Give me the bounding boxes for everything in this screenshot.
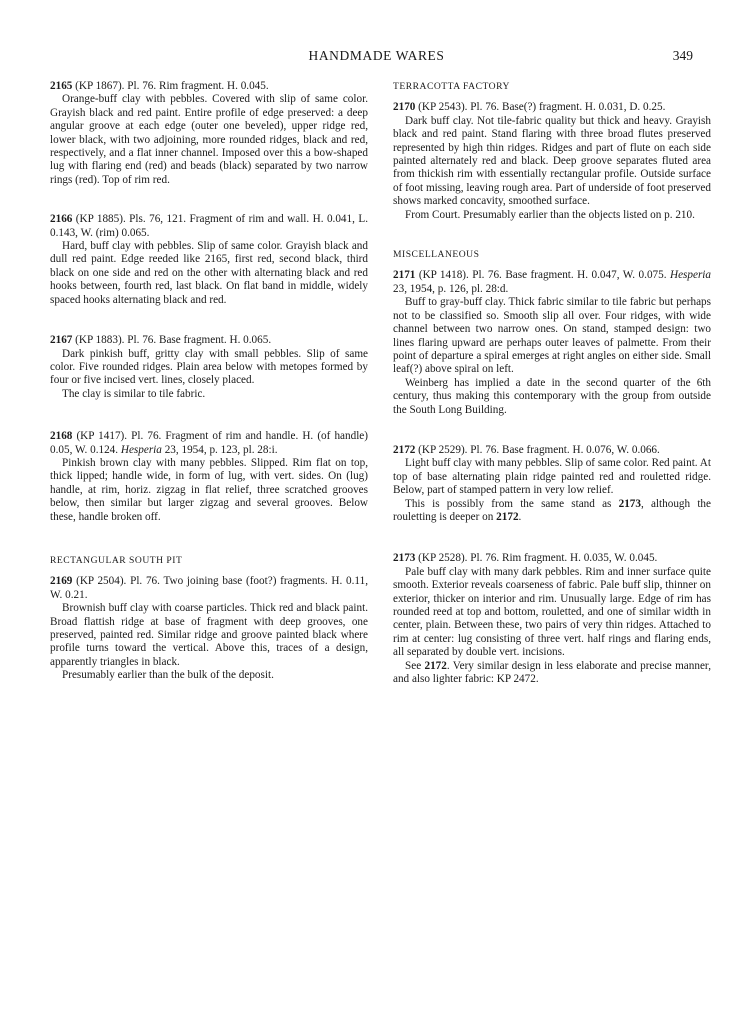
cross-reference: 2172 [496,510,519,523]
entry-number: 2173 [393,552,416,565]
entry-heading: (KP 2528). Pl. 76. Rim fragment. H. 0.035, W. 0.045. [415,552,658,565]
entry-note: Presumably earlier than the bulk of the deposit. [62,669,274,682]
entry-description: Dark buff clay. Not tile-fabric quality but thick and heavy. Grayish black and red paint. Stand flaring with three broad flutes preserved represented by high thin ridges. Ridges and part of flute on each side painted alternately red and black. Deep groove separates fluted area from thickish rim with essentially rectangular profile. Outside surface of foot missing, leaving rough area. Part of underside of foot preserved shows marked concavity, smoothed surface. [393,114,711,208]
entry-description: Light buff clay with many pebbles. Slip of same color. Red paint. At top of base alternating plain ridge painted red and rouletted ridge. Below, part of stamped pattern in very low relief. [393,457,711,497]
page-header [0,48,753,70]
catalog-entry-2167 [50,334,368,401]
journal-title: Hesperia [120,443,162,456]
catalog-entry-2169 [50,575,368,682]
left-column [50,80,368,683]
catalog-entry-2173 [393,552,711,686]
entry-reference: 23, 1954, p. 123, pl. 28:i. [161,443,278,456]
entry-heading: (KP 2504). Pl. 76. Two joining base (foot?) fragments. H. 0.11, W. 0.21. [50,575,368,601]
entry-description: Buff to gray-buff clay. Thick fabric similar to tile fabric but perhaps not to be classified so. Smooth slip all over. Four ridges, with wide channel between two narrow ones. On stand, stamped design: two lines flaring upward are perhaps outer leaves of palmette. From their point of departure a spiral emerges at right angles on either side. Small leaf(?) above spiral on left. [393,296,711,376]
page-number: 349 [672,48,693,63]
catalog-entry-2170 [393,101,711,222]
entry-number: 2171 [393,269,416,282]
catalog-entry-2168 [50,430,368,524]
cross-reference: 2172 [424,659,447,672]
running-title: HANDMADE WARES [308,48,445,63]
entry-heading: (KP 1867). Pl. 76. Rim fragment. H. 0.045. [72,80,269,92]
entry-number: 2166 [50,213,73,226]
entry-note: This is possibly from the same stand as 2173, although the rouletting is deeper on 2172. [393,497,711,523]
entry-heading: (KP 2543). Pl. 76. Base(?) fragment. H. 0.031, D. 0.25. [415,101,666,114]
entry-note: The clay is similar to tile fabric. [62,387,206,400]
entry-reference: 23, 1954, p. 126, pl. 28:d. [393,282,509,295]
cross-reference: 2173 [618,497,641,510]
entry-number: 2167 [50,334,73,347]
entry-description: Brownish buff clay with coarse particles. Thick red and black paint. Broad flattish ridge at base of fragment with deep grooves, one preserved, painted red. Similar ridge and groove painted black where profile turns toward the vertical. Above this, traces of a design, apparently triangles in black. [50,602,368,668]
catalog-entry-2165 [50,80,368,187]
journal-title: Hesperia [669,269,711,282]
entry-heading: (KP 1417). Pl. 76. Fragment of rim and handle. H. (of handle) 0.05, W. 0.124. [50,430,368,456]
catalog-entry-2172 [393,444,711,524]
entry-description: Orange-buff clay with pebbles. Covered with slip of same color. Grayish black and red paint. Entire profile of edge preserved: a deep angular groove at each edge (outer one beveled), upper ridge red, lower black, with two adjoining, more rounded ridges, black and red, respectively, and a flat inner channel. Imposed over this a bow-shaped lug with flaring end (red) and beads (black) separated by two narrow rings (red). Top of rim red. [50,93,368,186]
catalog-entry-2166 [50,213,368,307]
right-column [393,80,711,686]
entry-heading: (KP 1883). Pl. 76. Base fragment. H. 0.065. [72,334,272,347]
entry-note: Weinberg has implied a date in the second quarter of the 6th century, thus making this contemporary with the group from outside the South Long Building. [393,376,711,416]
entry-number: 2170 [393,101,416,114]
entry-description: Pinkish brown clay with many pebbles. Slipped. Rim flat on top, thick lipped; handle wide, in form of lug, with vert. sides. On (lug) handle, at rim, horiz. zigzag in flat relief, three scratched grooves below, then similar but larger zigzag and several grooves. Below these, handle broken off. [50,456,368,523]
entry-heading: (KP 2529). Pl. 76. Base fragment. H. 0.076, W. 0.066. [415,443,660,456]
entry-number: 2165 [50,80,73,92]
section-heading-miscellaneous: MISCELLANEOUS [393,249,480,261]
entry-note: From Court. Presumably earlier than the objects listed on p. 210. [405,208,695,221]
section-heading-rectangular-south-pit: RECTANGULAR SOUTH PIT [50,554,183,566]
entry-heading: (KP 1418). Pl. 76. Base fragment. H. 0.047, W. 0.075. [415,269,670,282]
entry-number: 2168 [50,430,73,443]
entry-description: Hard, buff clay with pebbles. Slip of same color. Grayish black and dull red paint. Edge reeded like 2165, first red, second black, third black on one side and red on the other with alternating black and red hooks between, fourth red, last black. On flat band in middle, widely spaced hooks alternating black and red. [50,240,368,306]
entry-note: See 2172. Very similar design in less elaborate and precise manner, and also lighter fabric: KP 2472. [393,659,711,686]
entry-description: Pale buff clay with many dark pebbles. Rim and inner surface quite smooth. Exterior reveals coarseness of fabric. Pale buff slip, thinner on exterior, thicker on interior and rim. Unusually large. Edge of rim has rounded reed at top and bottom, rouletted, and one of similar width in center, plain. Between these, two pairs of very thin ridges. Attached to rim at center: lug consisting of three vert. half rings and flaring ends, all separated by double vert. incisions. [393,565,711,659]
entry-heading: (KP 1885). Pls. 76, 121. Fragment of rim and wall. H. 0.041, L. 0.143, W. (rim) 0.065. [50,213,368,239]
section-heading-terracotta-factory: TERRACOTTA FACTORY [393,81,510,92]
entry-number: 2169 [50,575,73,588]
entry-description: Dark pinkish buff, gritty clay with small pebbles. Slip of same color. Five rounded ridges. Plain area below with metopes formed by four or five incised vert. lines, closely placed. [50,347,368,387]
entry-number: 2172 [393,443,416,456]
catalog-entry-2171 [393,269,711,416]
